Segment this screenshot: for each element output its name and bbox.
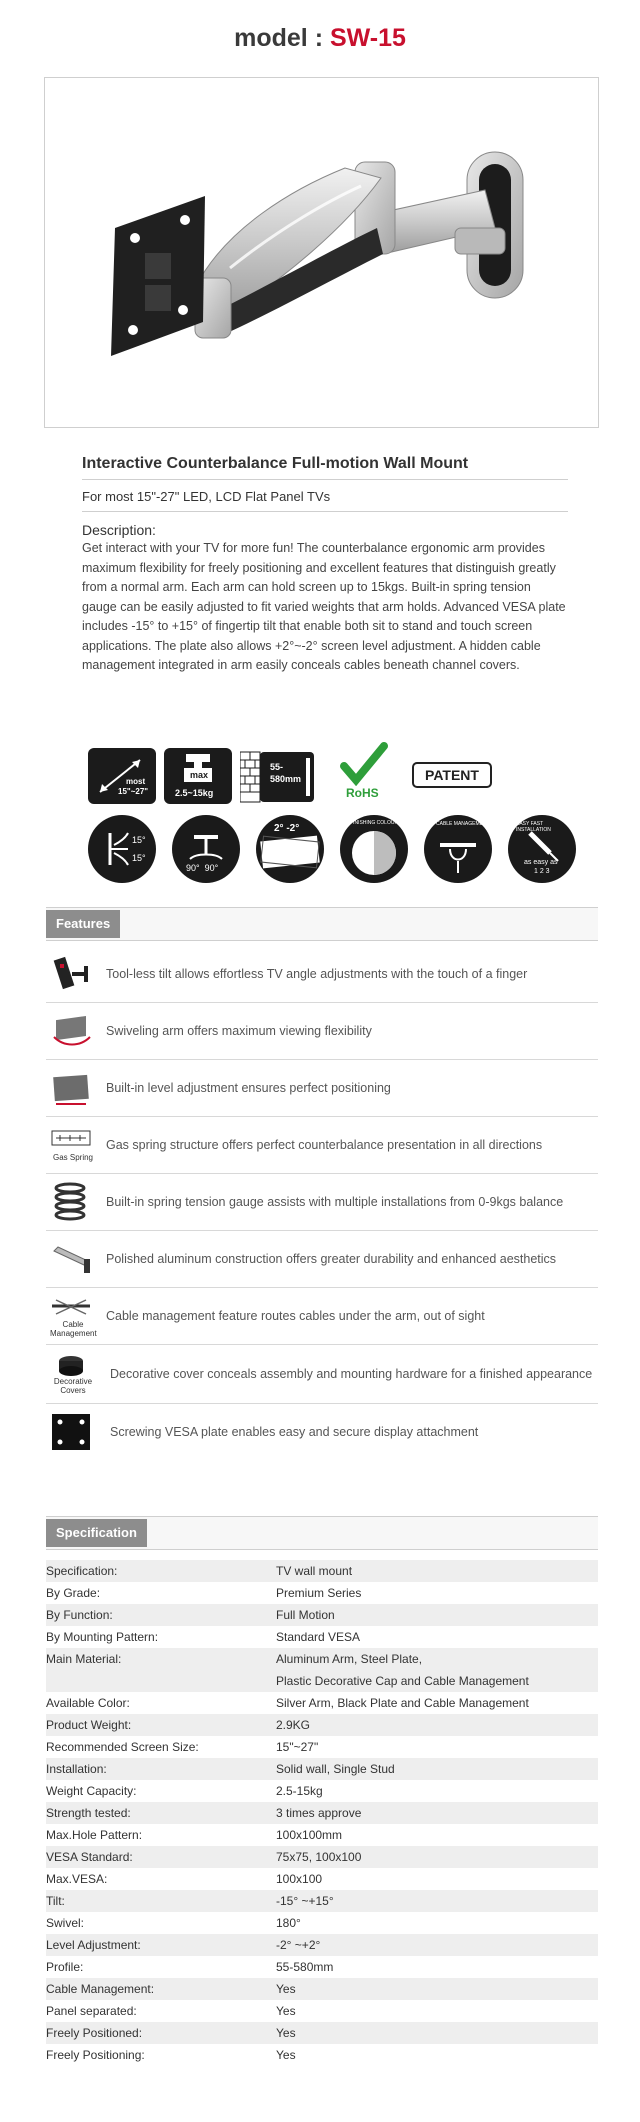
level-label: 2° -2° <box>274 823 300 834</box>
cable-management-label: Cable Management <box>50 1320 97 1338</box>
spec-value-continued: Plastic Decorative Cap and Cable Management <box>276 1674 529 1688</box>
spec-row <box>46 1560 598 1582</box>
cover-icon <box>50 1353 92 1393</box>
spec-row <box>46 1582 598 1604</box>
tilt-arrows-icon <box>88 815 156 883</box>
spec-row <box>46 1802 598 1824</box>
rohs-badge <box>338 742 390 804</box>
spec-key: Profile: <box>46 1960 84 1974</box>
spec-key: Weight Capacity: <box>46 1784 137 1798</box>
spec-row <box>46 1626 598 1648</box>
feature-text: Screwing VESA plate enables easy and secure display attachment <box>110 1425 479 1439</box>
spec-key: Max.Hole Pattern: <box>46 1828 143 1842</box>
feature-row <box>46 1174 598 1231</box>
spec-row <box>46 1714 598 1736</box>
cable-icon <box>50 1296 97 1338</box>
feature-row <box>46 1060 598 1117</box>
gas-spring-icon <box>50 1125 92 1165</box>
specification-table <box>46 1560 598 2066</box>
feature-text: Polished aluminum construction offers greater durability and enhanced aesthetics <box>106 1252 557 1266</box>
spec-value: 100x100 <box>276 1872 323 1886</box>
spec-row <box>46 1956 598 1978</box>
spring-icon <box>50 1182 92 1222</box>
spec-value: Silver Arm, Black Plate and Cable Management <box>276 1696 529 1710</box>
gas-spring-label: Gas Spring <box>52 1153 94 1162</box>
profile-badge <box>240 748 314 804</box>
features-header <box>46 907 598 941</box>
easy-install-nums: 1 2 3 <box>534 868 550 875</box>
spec-value: 100x100mm <box>276 1828 343 1842</box>
product-description <box>82 455 568 676</box>
spec-row <box>46 1978 598 2000</box>
spec-value: 2.9KG <box>276 1718 311 1732</box>
level-badge <box>256 815 324 883</box>
spec-key: Freely Positioned: <box>46 2026 143 2040</box>
screen-size-top: most <box>126 777 146 786</box>
feature-row <box>46 1003 598 1060</box>
page-title <box>0 24 640 53</box>
spec-key: Level Adjustment: <box>46 1938 141 1952</box>
spec-value: 2.5-15kg <box>276 1784 323 1798</box>
spec-key: By Mounting Pattern: <box>46 1630 159 1644</box>
feature-text: Tool-less tilt allows effortless TV angle adjustments with the touch of a finger <box>106 967 528 981</box>
model-prefix: model : <box>234 24 330 52</box>
easy-install-sub: as easy as <box>524 859 558 866</box>
spec-key: Installation: <box>46 1762 107 1776</box>
feature-row <box>46 946 598 1003</box>
feature-row <box>46 1345 598 1404</box>
spec-value: Yes <box>276 1982 296 1996</box>
screen-size-badge <box>88 748 156 804</box>
spec-row <box>46 1648 598 1692</box>
spec-row <box>46 1758 598 1780</box>
spec-key: Product Weight: <box>46 1718 132 1732</box>
swivel-badge <box>172 815 240 883</box>
screen-size-bottom: 15"~27" <box>118 787 149 796</box>
weight-top: max <box>190 770 209 780</box>
aluminum-icon <box>50 1239 92 1279</box>
spec-value: Standard VESA <box>276 1630 361 1644</box>
check-mark-icon <box>338 742 390 786</box>
spec-value: 180° <box>276 1916 301 1930</box>
easy-install-label: EASY FAST INSTALLATION <box>516 821 551 833</box>
spec-row <box>46 1736 598 1758</box>
feature-text: Built-in spring tension gauge assists with multiple installations from 0-9kgs balance <box>106 1195 564 1209</box>
finish-colour-badge <box>340 815 408 883</box>
spec-value: 15"~27" <box>276 1740 319 1754</box>
spec-key: Strength tested: <box>46 1806 131 1820</box>
spec-key: Specification: <box>46 1564 118 1578</box>
swivel-icon <box>50 1011 92 1051</box>
spec-value: Yes <box>276 2048 296 2062</box>
level-icon <box>50 1068 92 1108</box>
swivel-label: 90° 90° <box>186 863 219 873</box>
spec-value: 75x75, 100x100 <box>276 1850 362 1864</box>
spec-row <box>46 1868 598 1890</box>
spec-row <box>46 2022 598 2044</box>
cable-management-label: CABLE MANAGEMENT <box>436 821 490 827</box>
spec-key: Cable Management: <box>46 1982 155 1996</box>
spec-value: Premium Series <box>276 1586 362 1600</box>
spec-key: Panel separated: <box>46 2004 137 2018</box>
spec-key: Freely Positioning: <box>46 2048 145 2062</box>
feature-row <box>46 1117 598 1174</box>
spec-key: Swivel: <box>46 1916 85 1930</box>
feature-row <box>46 1404 598 1460</box>
spec-key: Main Material: <box>46 1652 122 1666</box>
rohs-label: RoHS <box>346 786 379 800</box>
vesa-icon <box>50 1412 92 1452</box>
spec-row <box>46 1604 598 1626</box>
feature-text: Built-in level adjustment ensures perfect positioning <box>106 1081 391 1095</box>
spec-row <box>46 2000 598 2022</box>
spec-value: TV wall mount <box>276 1564 353 1578</box>
weight-badge <box>164 748 232 804</box>
feature-text: Swiveling arm offers maximum viewing flexibility <box>106 1024 372 1038</box>
patent-badge <box>412 762 492 788</box>
spec-value: Full Motion <box>276 1608 335 1622</box>
spec-key: Recommended Screen Size: <box>46 1740 199 1754</box>
spec-value: Yes <box>276 2026 296 2040</box>
specification-tab[interactable]: Specification <box>46 1519 147 1547</box>
cable-management-badge <box>424 815 492 883</box>
patent-label: PATENT <box>425 767 479 783</box>
product-image <box>45 78 598 427</box>
spec-value: 3 times approve <box>276 1806 362 1820</box>
spec-key: Tilt: <box>46 1894 65 1908</box>
profile-bottom: 580mm <box>270 774 302 784</box>
spec-row <box>46 1692 598 1714</box>
product-image-frame <box>44 77 599 428</box>
spec-key: By Function: <box>46 1608 113 1622</box>
description-heading: Description: <box>82 522 156 538</box>
tilt-badge <box>88 815 156 883</box>
spec-value: -15° ~+15° <box>276 1894 334 1908</box>
tilt-down-label: 15° <box>132 853 146 863</box>
profile-top: 55- <box>270 762 284 772</box>
spec-row <box>46 2044 598 2066</box>
spec-key: Max.VESA: <box>46 1872 108 1886</box>
weight-bottom: 2.5~15kg <box>175 788 214 798</box>
finish-colour-label: FINISHING COLOUR <box>350 820 399 826</box>
spec-value: Aluminum Arm, Steel Plate, <box>276 1652 423 1666</box>
decorative-covers-label: Decorative Covers <box>53 1377 93 1395</box>
spec-row <box>46 1824 598 1846</box>
spec-row <box>46 1912 598 1934</box>
spec-key: VESA Standard: <box>46 1850 133 1864</box>
spec-value: -2° ~+2° <box>276 1938 321 1952</box>
tilt-up-label: 15° <box>132 835 146 845</box>
spec-row <box>46 1780 598 1802</box>
product-title: Interactive Counterbalance Full-motion Wall Mount <box>82 455 568 480</box>
feature-row <box>46 1231 598 1288</box>
features-tab[interactable]: Features <box>46 910 120 938</box>
description-text: Get interact with your TV for more fun! The counterbalance ergonomic arm provides maximum flexibility for freely positioning and excellent features that distinguish greatly from a normal arm. Each arm can hold screen up to 15kgs. Built-in spring tension gauge can be easily adjusted to fit varied weights that arm holds. Advanced VESA plate includes -15° to +15° of fingertip tilt that enable both sit to stand and touch screen applications. The plate also allows +2°~-2° screen level adjustment. A hidden cable management integrated in arm easily conceals cables beneath channel covers. <box>82 541 566 672</box>
spec-key: Available Color: <box>46 1696 130 1710</box>
spec-row <box>46 1890 598 1912</box>
tilt-icon <box>50 954 92 994</box>
easy-install-badge <box>508 815 576 883</box>
spec-value: 55-580mm <box>276 1960 334 1974</box>
feature-text: Decorative cover conceals assembly and mounting hardware for a finished appearance <box>110 1367 593 1381</box>
feature-text: Gas spring structure offers perfect counterbalance presentation in all directions <box>106 1138 543 1152</box>
spec-value: Solid wall, Single Stud <box>276 1762 395 1776</box>
feature-text: Cable management feature routes cables under the arm, out of sight <box>106 1309 485 1323</box>
specification-header <box>46 1516 598 1550</box>
feature-row <box>46 1288 598 1345</box>
spec-row <box>46 1934 598 1956</box>
product-subtitle: For most 15"-27" LED, LCD Flat Panel TVs <box>82 489 568 512</box>
spec-row <box>46 1846 598 1868</box>
spec-key: By Grade: <box>46 1586 101 1600</box>
spec-value: Yes <box>276 2004 296 2018</box>
model-code: SW-15 <box>329 24 406 52</box>
